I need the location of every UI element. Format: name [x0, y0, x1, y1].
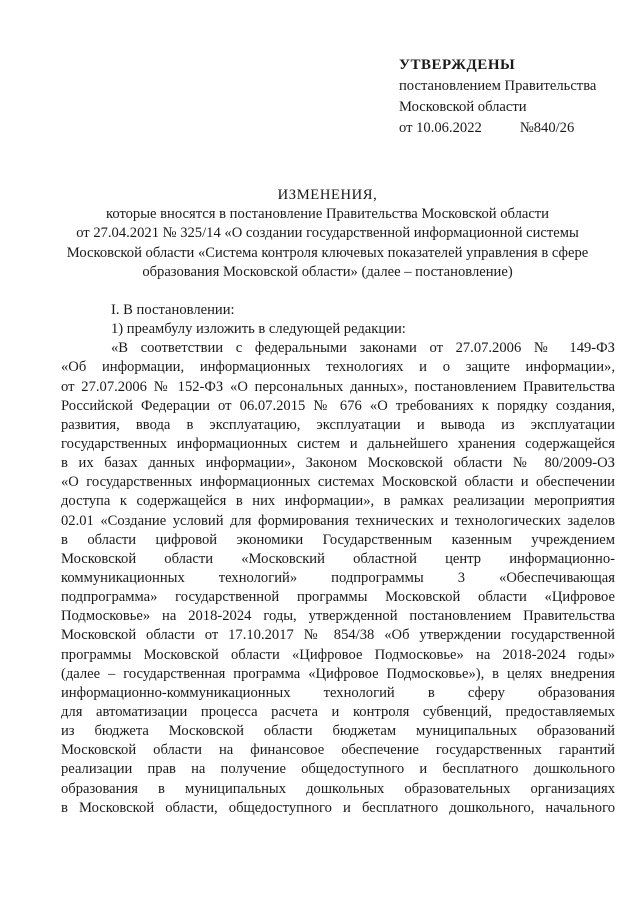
heading-line: образования Московской области» (далее – постановление)	[142, 263, 513, 280]
body-line: от 27.07.2006 № 152-ФЗ «О персональных данных», постановлением Правительства	[61, 378, 615, 395]
body-line: Московской области «Московский областной центр информационно-	[61, 550, 615, 567]
approval-line-2: Московской области	[399, 99, 527, 115]
body-line: образования в муниципальных дошкольных образовательных организациях	[61, 780, 615, 797]
body-line: подпрограмма» государственной программы Московской области «Цифровое	[61, 589, 615, 606]
body-line: в их базах данных информации», Законом Московской области № 80/2009-ОЗ	[61, 455, 615, 472]
body-line: «Об информации, информационных технологиях и о защите информации»,	[61, 359, 615, 376]
body-line: программы Московской области «Цифровое Подмосковье» на 2018-2024 годы»	[61, 646, 615, 663]
body-line: для автоматизации процесса расчета и контроля субвенций, предоставляемых	[61, 703, 615, 720]
body-line: в Московской области, общедоступного и бесплатного дошкольного, начального	[61, 799, 615, 816]
document-body	[61, 301, 615, 818]
body-line: Московской области от 17.10.2017 № 854/38 «Об утверждении государственной	[61, 627, 615, 644]
approval-line-1: постановлением Правительства	[399, 78, 597, 94]
body-line: 02.01 «Создание условий для формирования технических и технологических заделов	[61, 512, 615, 529]
heading-line: от 27.04.2021 № 325/14 «О создании государственной информационной системы	[76, 225, 579, 242]
body-line: доступа к содержащейся в них информации», в рамках реализации мероприятия	[61, 493, 615, 510]
item-heading: 1) преамбулу изложить в следующей редакции:	[111, 321, 406, 338]
body-line: государственных информационных систем и дальнейшего хранения содержащейся	[61, 436, 615, 453]
body-line: развития, ввода в эксплуатацию, эксплуатации и вывода из эксплуатации	[61, 416, 615, 433]
heading-title: ИЗМЕНЕНИЯ,	[277, 187, 378, 203]
body-line: коммуникационных технологий» подпрограммы 3 «Обеспечивающая	[61, 570, 615, 586]
approval-stamp	[399, 55, 596, 139]
heading-line: Московской области «Система контроля ключевых показателей управления в сфере	[66, 244, 589, 261]
body-line: «О государственных информационных системах Московской области и обеспечении	[61, 474, 615, 491]
body-line: (далее – государственная программа «Цифровое Подмосковье»), в целях внедрения	[61, 665, 615, 682]
section-heading: I. В постановлении:	[111, 302, 235, 318]
body-line: Российской Федерации от 06.07.2015 № 676 «О требованиях к порядку создания,	[61, 397, 615, 414]
body-line: Московской области на финансовое обеспечение государственных гарантий	[61, 742, 615, 759]
heading-line: которые вносятся в постановление Правительства Московской области	[106, 206, 549, 223]
approval-title: УТВЕРЖДЕНЫ	[399, 57, 516, 73]
approval-number: №840/26	[519, 120, 575, 136]
body-line: Подмосковье» на 2018-2024 годы, утвержденной постановлением Правительства	[61, 608, 615, 625]
body-line: из бюджета Московской области бюджетам муниципальных образований	[61, 723, 615, 740]
body-line: «В соответствии с федеральными законами от 27.07.2006 № 149-ФЗ	[111, 340, 615, 357]
body-line: информационно-коммуникационных технологий в сферу образования	[61, 684, 615, 701]
approval-date: от 10.06.2022	[399, 120, 482, 136]
body-line: реализации прав на получение общедоступного и бесплатного дошкольного	[61, 761, 615, 778]
document-heading	[40, 186, 615, 282]
approval-date-line	[399, 118, 596, 139]
body-line: в области цифровой экономики Государственным казенным учреждением	[61, 531, 615, 548]
